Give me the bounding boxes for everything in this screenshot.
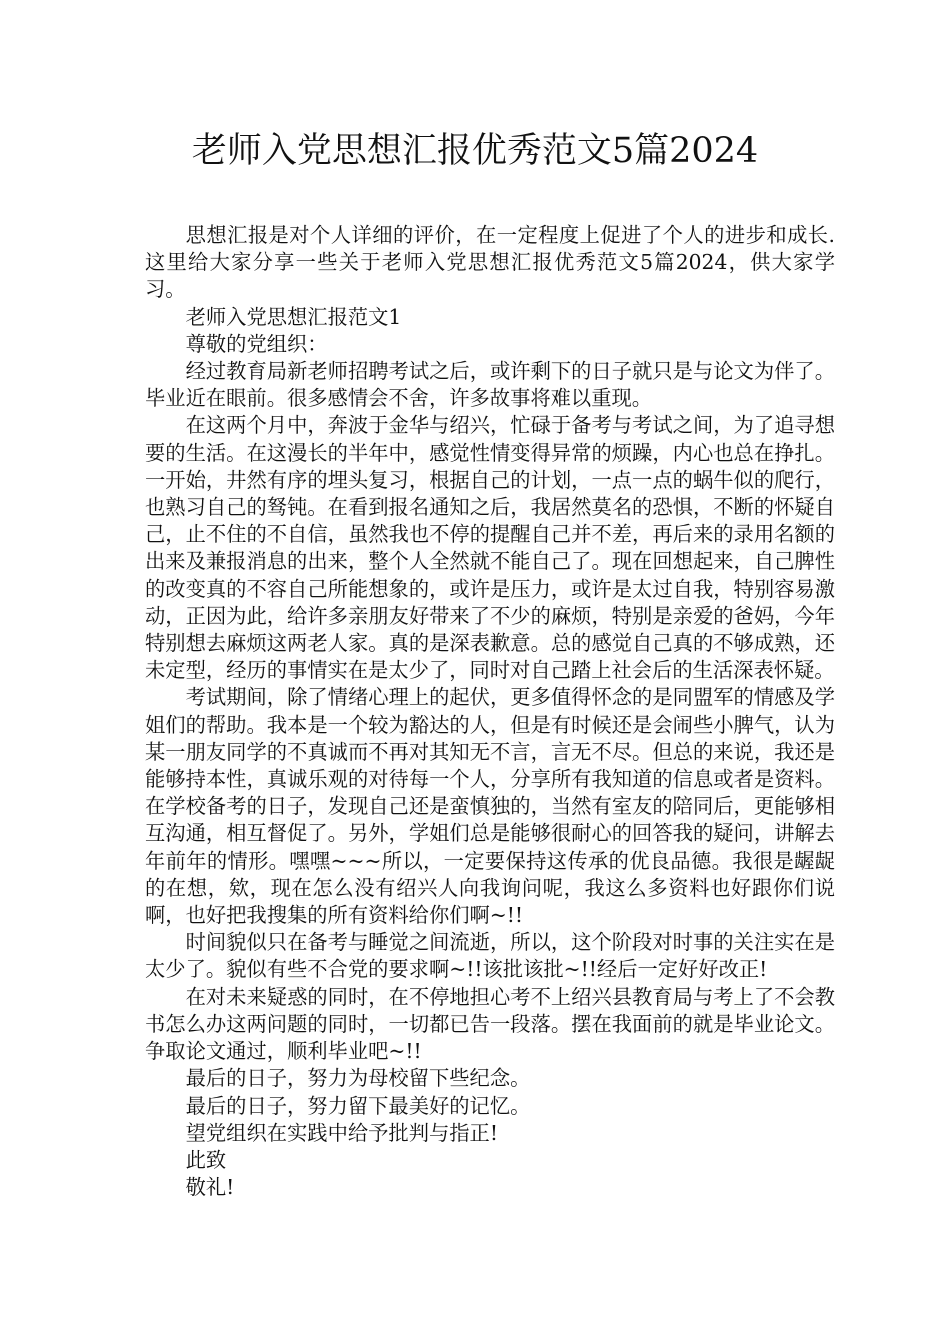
document-title: 老师入党思想汇报优秀范文5篇2024 xyxy=(191,131,759,171)
intro-paragraph: 思想汇报是对个人详细的评价，在一定程度上促进了个人的进步和成长.这里给大家分享一些关于老师入党思想汇报优秀范文5篇2024，供大家学习。 xyxy=(145,223,835,302)
closing-regards: 敬礼! xyxy=(185,1175,235,1200)
section-heading: 老师入党思想汇报范文1 xyxy=(185,304,402,329)
body-paragraph: 最后的日子，努力为母校留下些纪念。 xyxy=(185,1066,531,1091)
body-paragraph: 经过教育局新老师招聘考试之后，或许剩下的日子就只是与论文为伴了。毕业近在眼前。很多感情会不舍，许多故事将难以重现。 xyxy=(145,359,835,411)
salutation: 尊敬的党组织： xyxy=(185,331,328,356)
body-paragraph: 在对未来疑惑的同时，在不停地担心考不上绍兴县教育局与考上了不会教书怎么办这两问题的同时，一切都已告一段落。摆在我面前的就是毕业论文。争取论文通过，顺利毕业吧~!! xyxy=(145,984,835,1064)
body-paragraph: 在这两个月中，奔波于金华与绍兴，忙碌于备考与考试之间，为了追寻想要的生活。在这漫长的半年中，感觉性情变得异常的烦躁，内心也总在挣扎。一开始，井然有序的埋头复习，根据自己的计划，一点一点的蜗牛似的爬行，也熟习自己的驽钝。在看到报名通知之后，我居然莫名的恐惧，不断的怀疑自己，止不住的不自信，虽然我也不停的提醒自己并不差，再后来的录用名额的出来及兼报消息的出来，整个人全然就不能自己了。现在回想起来，自己脾性的改变真的不容自己所能想象的，或许是压力，或许是太过自我，特别容易激动，正因为此，给许多亲朋友好带来了不少的麻烦，特别是亲爱的爸妈，今年特别想去麻烦这两老人家。真的是深表歉意。总的感觉自己真的不够成熟，还未定型，经历的事情实在是太少了，同时对自己踏上社会后的生活深表怀疑。 xyxy=(145,413,835,683)
closing-salute: 此致 xyxy=(185,1147,227,1172)
closing-line: 望党组织在实践中给予批判与指正! xyxy=(185,1120,498,1145)
body-paragraph: 考试期间，除了情绪心理上的起伏，更多值得怀念的是同盟军的情感及学姐们的帮助。我本是一个较为豁达的人，但是有时候还是会闹些小脾气，认为某一朋友同学的不真诚而不再对其知无不言，言无不尽。但总的来说，我还是能够持本性，真诚乐观的对待每一个人，分享所有我知道的信息或者是资料。在学校备考的日子，发现自己还是蛮慎独的，当然有室友的陪同后，更能够相互沟通，相互督促了。另外，学姐们总是能够很耐心的回答我的疑问，讲解去年前年的情形。嘿嘿~~~所以，一定要保持这传承的优良品德。我很是龌龊的在想，欸，现在怎么没有绍兴人向我询问呢，我这么多资料也好跟你们说啊，也好把我搜集的所有资料给你们啊~!! xyxy=(145,685,835,928)
body-paragraph: 最后的日子，努力留下最美好的记忆。 xyxy=(185,1093,531,1118)
body-paragraph: 时间貌似只在备考与睡觉之间流逝，所以，这个阶段对时事的关注实在是太少了。貌似有些不合党的要求啊~!!该批该批~!!经后一定好好改正! xyxy=(145,930,835,982)
document-body xyxy=(145,222,835,1201)
